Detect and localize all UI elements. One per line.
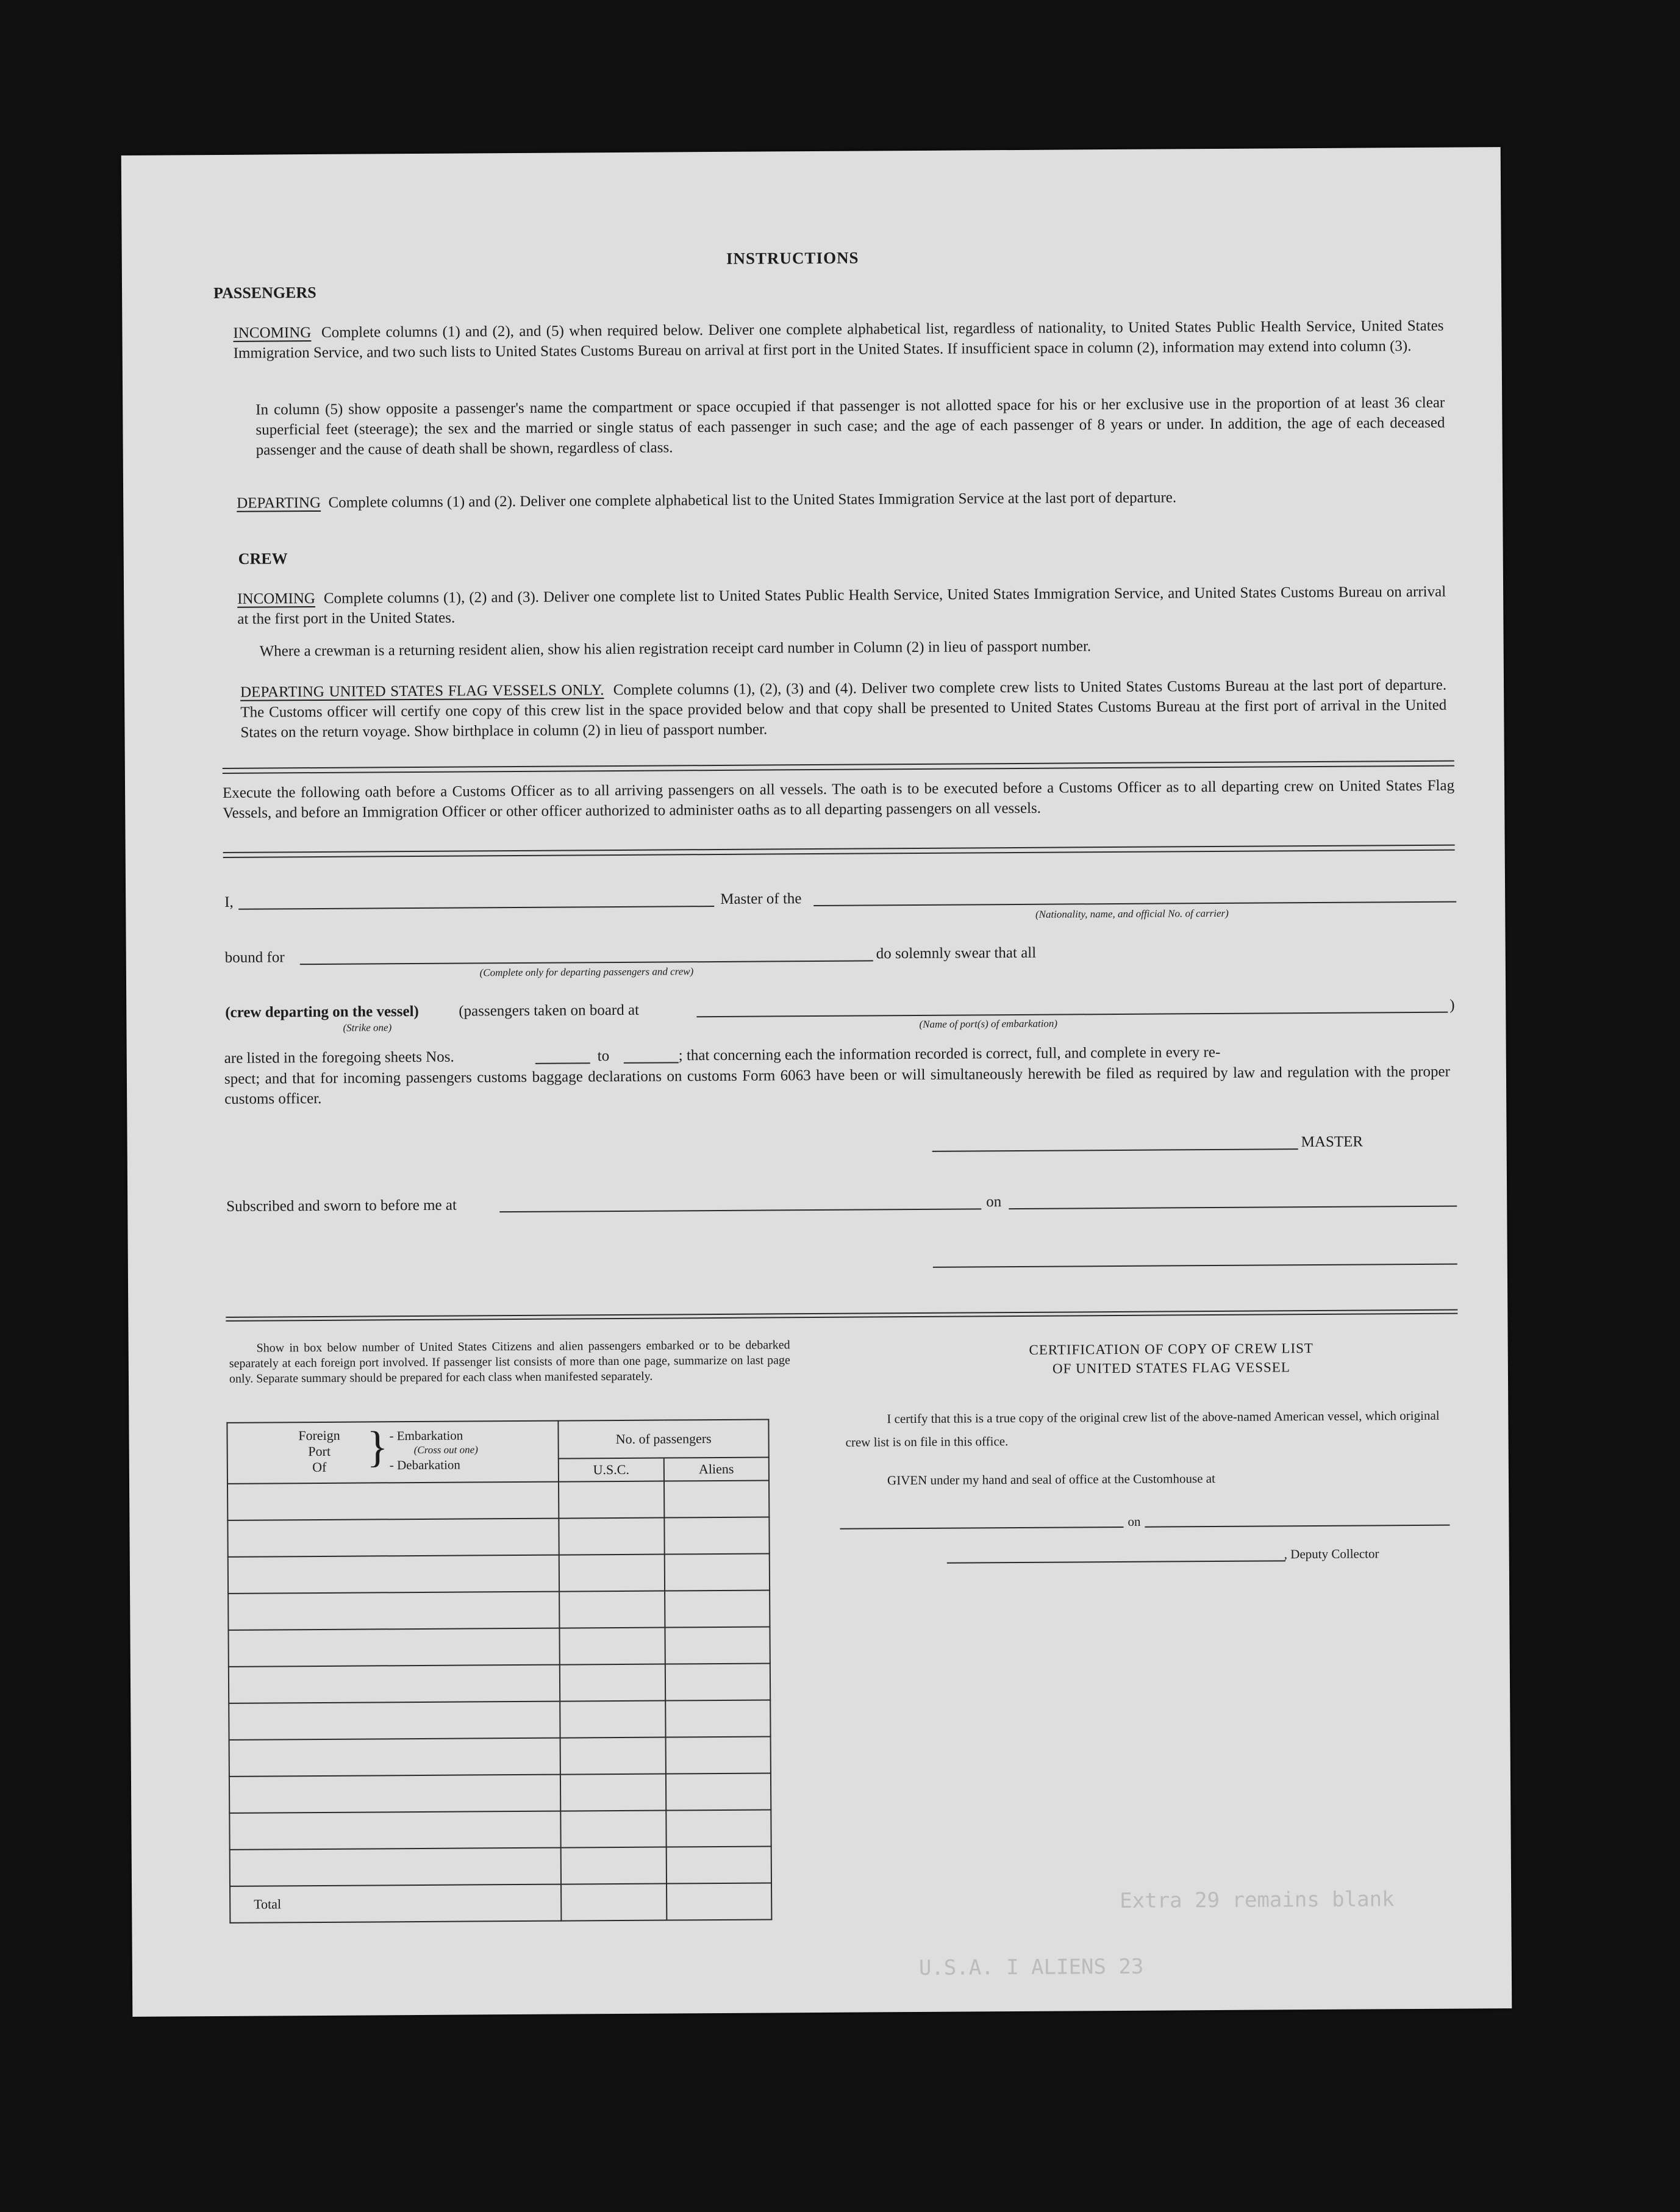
sworn-date-field[interactable] — [1009, 1206, 1457, 1209]
aliens-cell[interactable] — [666, 1809, 771, 1847]
total-label: Total — [230, 1884, 562, 1923]
departing-label: DEPARTING — [237, 494, 321, 512]
deputy-collector-signature-field[interactable] — [947, 1560, 1285, 1563]
form-page — [121, 147, 1512, 2017]
aliens-cell[interactable] — [665, 1736, 771, 1774]
aliens-cell[interactable] — [664, 1480, 770, 1517]
usc-cell[interactable] — [560, 1738, 666, 1775]
swear-text: do solemnly swear that all — [876, 944, 1037, 962]
table-row — [229, 1773, 771, 1813]
section-heading-crew: CREW — [238, 549, 288, 568]
embark-options — [389, 1428, 478, 1472]
listed-text-b: ; that concerning each the information recorded is correct, full, and complete in every re- — [678, 1043, 1221, 1064]
table-row — [228, 1553, 770, 1593]
table-row — [229, 1736, 771, 1776]
crew-incoming-text: Complete columns (1), (2) and (3). Deliver one complete list to United States Public Health Service, United States Immigration Service, and United States Customs Bureau on arrival at the first port in the United States. — [237, 583, 1446, 628]
page-title: INSTRUCTIONS — [726, 248, 859, 268]
port-header-label — [282, 1428, 356, 1476]
listed-text-a: are listed in the foregoing sheets Nos. — [224, 1048, 454, 1067]
aliens-cell[interactable] — [665, 1590, 770, 1627]
certification-on-label: on — [1128, 1514, 1141, 1529]
ports-of-embarkation-field[interactable] — [696, 1012, 1448, 1018]
aliens-header: Aliens — [663, 1457, 769, 1481]
passengers-departing-instruction — [237, 486, 1445, 514]
port-cell[interactable] — [227, 1519, 559, 1557]
master-signature-field[interactable] — [932, 1148, 1298, 1152]
port-header-foreign: Foreign — [298, 1427, 340, 1444]
usc-cell[interactable] — [560, 1628, 665, 1665]
aliens-cell[interactable] — [665, 1663, 770, 1700]
bound-for-field[interactable] — [300, 960, 873, 965]
port-cell[interactable] — [229, 1665, 560, 1703]
crew-departing-flag-instruction — [240, 675, 1447, 743]
usc-cell[interactable] — [559, 1518, 665, 1555]
usc-header: U.S.C. — [559, 1458, 664, 1482]
officer-signature-field[interactable] — [933, 1264, 1457, 1268]
crew-incoming-instruction-2: Where a crewman is a returning resident alien, show his alien registration receipt card number in Column (2) in lieu of passport number. — [259, 638, 1092, 660]
no-of-passengers-header: No. of passengers — [559, 1419, 769, 1458]
usc-cell[interactable] — [561, 1811, 667, 1848]
total-aliens-cell[interactable] — [667, 1883, 772, 1920]
port-cell[interactable] — [228, 1555, 560, 1594]
bound-for-hint: (Complete only for departing passengers and crew) — [479, 965, 694, 979]
crew-departing-text: (crew departing on the vessel) — [225, 1003, 419, 1021]
table-row — [229, 1663, 770, 1703]
incoming-text: Complete columns (1) and (2), and (5) when required below. Deliver one complete alphabetical list, regardless of nationality, to United States Public Health Service, United States Immigration Service, and two such lists to United States Customs Bureau on arrival at first port in the United States. If insufficient space in column (2), information may extend into column (3). — [233, 317, 1444, 362]
embarkation-option: - Embarkation — [389, 1428, 463, 1444]
port-cell[interactable] — [229, 1775, 561, 1813]
table-row — [229, 1700, 770, 1739]
listed-to: to — [597, 1048, 610, 1065]
port-header-of: Of — [312, 1459, 327, 1475]
deputy-collector-label: , Deputy Collector — [1284, 1546, 1379, 1562]
table-row — [229, 1809, 771, 1849]
sworn-on-label: on — [986, 1194, 1002, 1211]
passengers-incoming-instruction — [233, 316, 1443, 363]
passenger-summary-table — [226, 1419, 772, 1923]
subscribed-label: Subscribed and sworn to before me at — [226, 1197, 457, 1215]
section-divider — [226, 1309, 1457, 1322]
departing-flag-text: Complete columns (1), (2), (3) and (4). Deliver two complete crew lists to United States Customs Bureau at the last port of departure. The Customs officer will certify one copy of this crew list in the space provided below and that copy shall be presented to United States Customs Bureau at the first port of arrival in the United States on the return voyage. Show birthplace in column (2) in lieu of passport number. — [240, 676, 1447, 741]
port-header-cell — [227, 1421, 559, 1484]
usc-cell[interactable] — [559, 1555, 665, 1592]
debarkation-option: - Debarkation — [389, 1457, 460, 1473]
usc-cell[interactable] — [559, 1591, 665, 1628]
table-row — [228, 1627, 770, 1666]
master-name-field[interactable] — [238, 906, 714, 910]
oath-instructions: Execute the following oath before a Customs Officer as to all arriving passengers on all vessels. The oath is to be executed before a Customs Officer as to all departing crew on United States Flag Vessels, and before an Immigration Officer or other officer authorized to administer oaths as to all departing passengers on all vessels. — [223, 777, 1455, 821]
port-cell[interactable] — [229, 1811, 561, 1850]
summary-note: Show in box below number of United States Citizens and alien passengers embarked or to be debarked separately at each foreign port involved. If passenger list consists of more than one page, summarize on last page only. Separate summary should be prepared for each class when manifested separately. — [229, 1338, 790, 1386]
port-cell[interactable] — [229, 1738, 561, 1777]
table-row — [228, 1590, 770, 1630]
certification-title-1: CERTIFICATION OF COPY OF CREW LIST — [1029, 1340, 1314, 1358]
certification-title — [897, 1338, 1446, 1379]
crew-incoming-label: INCOMING — [237, 590, 316, 607]
certification-title-2: OF UNITED STATES FLAG VESSEL — [1052, 1359, 1290, 1376]
sheet-from-field[interactable] — [535, 1062, 590, 1064]
departing-flag-label: DEPARTING UNITED STATES FLAG VESSELS ONLY. — [240, 682, 604, 701]
passengers-taken-text: (passengers taken on board at — [459, 1001, 640, 1020]
port-cell[interactable] — [227, 1482, 559, 1520]
customhouse-field[interactable] — [840, 1527, 1123, 1530]
port-cell[interactable] — [228, 1592, 560, 1630]
sworn-place-field[interactable] — [499, 1208, 981, 1212]
total-usc-cell[interactable] — [561, 1884, 667, 1921]
bleed-through-text: U.S.A. I ALIENS 23 — [918, 1954, 1144, 1981]
section-divider — [223, 761, 1454, 774]
port-cell[interactable] — [228, 1628, 560, 1667]
bleed-through-text: Extra 29 remains blank — [1120, 1887, 1395, 1913]
usc-cell[interactable] — [560, 1664, 665, 1702]
aliens-cell[interactable] — [664, 1517, 770, 1554]
master-of-label: Master of the — [720, 890, 802, 907]
table-row — [230, 1846, 771, 1886]
cross-out-hint: (Cross out one) — [413, 1444, 478, 1456]
table-row — [227, 1480, 769, 1520]
usc-cell[interactable] — [559, 1481, 664, 1519]
port-cell[interactable] — [230, 1848, 562, 1886]
certification-date-field[interactable] — [1145, 1525, 1449, 1528]
port-header-port: Port — [308, 1443, 331, 1459]
carrier-field[interactable] — [813, 901, 1456, 906]
section-divider — [223, 845, 1455, 858]
crew-incoming-instruction — [237, 582, 1446, 629]
strike-one-hint: (Strike one) — [343, 1022, 392, 1034]
section-heading-passengers: PASSENGERS — [213, 283, 316, 302]
given-text: GIVEN under my hand and seal of office at the Customhouse at — [887, 1471, 1215, 1488]
table-row — [227, 1517, 769, 1556]
total-row — [230, 1883, 771, 1922]
ports-hint: (Name of port(s) of embarkation) — [919, 1017, 1058, 1030]
master-label: MASTER — [1301, 1133, 1364, 1151]
listed-text-c: spect; and that for incoming passengers customs baggage declarations on customs Form 6063 have been or will simultaneously herewith be filed as required by law and regulation with the proper customs officer. — [224, 1063, 1450, 1108]
usc-cell[interactable] — [561, 1847, 667, 1884]
port-cell[interactable] — [229, 1702, 560, 1740]
aliens-cell[interactable] — [666, 1846, 771, 1883]
usc-cell[interactable] — [560, 1774, 666, 1811]
aliens-cell[interactable] — [666, 1773, 771, 1810]
close-paren: ) — [1449, 997, 1455, 1014]
carrier-hint: (Nationality, name, and official No. of carrier) — [1035, 907, 1229, 920]
incoming-label: INCOMING — [233, 324, 312, 342]
brace: } — [366, 1422, 388, 1472]
oath-i-label: I, — [224, 893, 234, 911]
sheet-to-field[interactable] — [624, 1062, 679, 1064]
aliens-cell[interactable] — [664, 1553, 770, 1591]
crew-departing-option — [225, 1003, 419, 1022]
aliens-cell[interactable] — [665, 1627, 770, 1664]
bound-for-label: bound for — [224, 949, 285, 966]
departing-text: Complete columns (1) and (2). Deliver one complete alphabetical list to the United States Immigration Service at the last port of departure. — [328, 489, 1177, 511]
passengers-incoming-instruction-2: In column (5) show opposite a passenger's name the compartment or space occupied if that passenger is not allotted space for his or her exclusive use in the proportion of at least 36 clear superficial feet (steerage); the sex and the married or single status of each passenger in such case; and the age of each passenger of 8 years or under. In addition, the age of each deceased passenger and the cause of death shall be shown, regardless of class. — [256, 394, 1445, 459]
certification-text: I certify that this is a true copy of the original crew list of the above-named American vessel, which original crew list is on file in this office. — [845, 1408, 1440, 1450]
usc-cell[interactable] — [560, 1701, 665, 1738]
aliens-cell[interactable] — [665, 1700, 771, 1737]
